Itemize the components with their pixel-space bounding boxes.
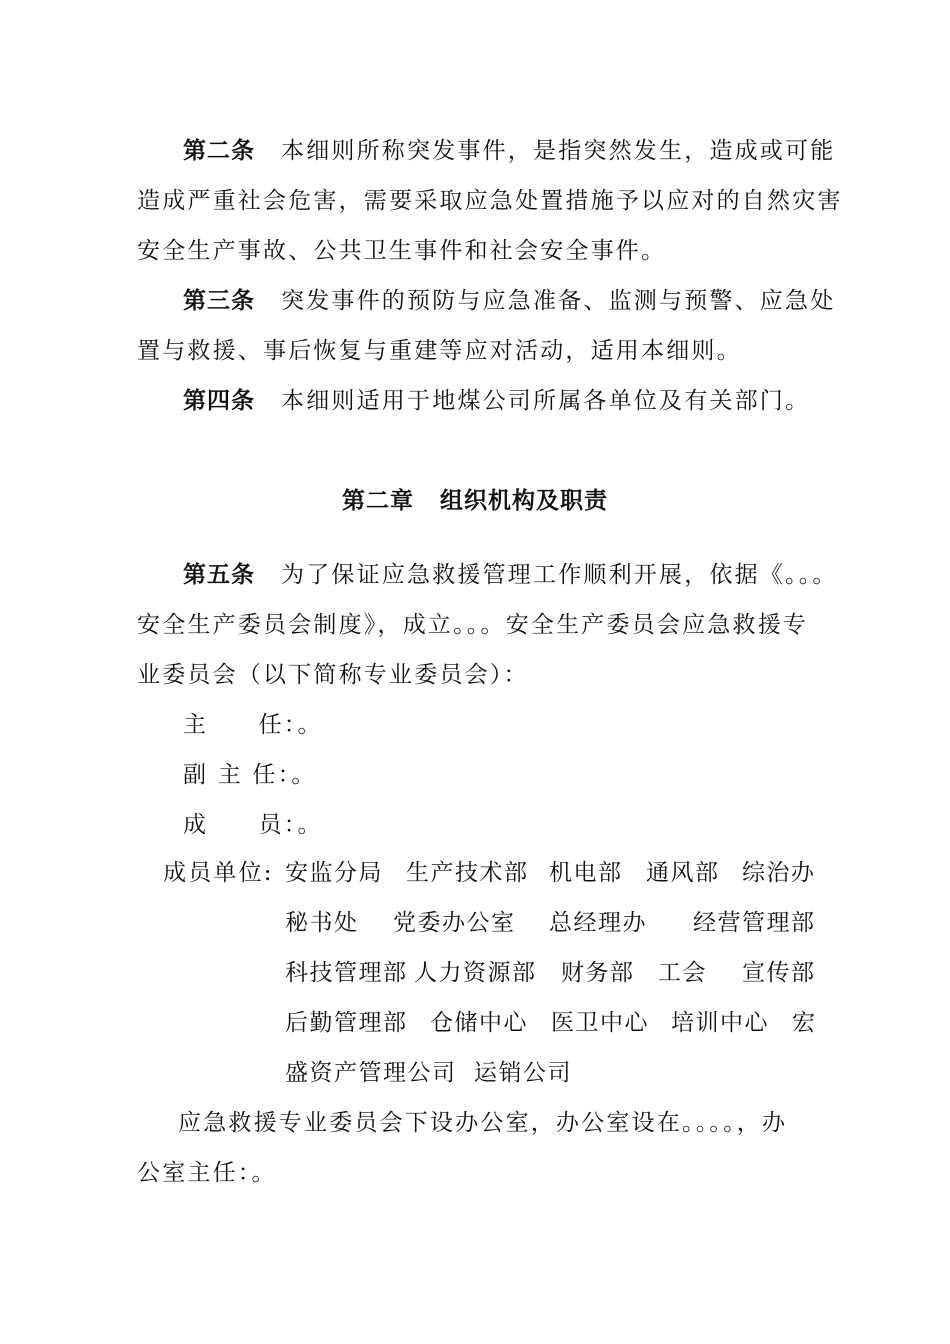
- member-units-row-5: [285, 1058, 825, 1088]
- member-unit: 人力资源部: [414, 960, 537, 986]
- chapter-title: 组织机构及职责: [440, 488, 608, 514]
- article-3-line-1: [183, 286, 835, 316]
- member-unit: 宣传部: [742, 960, 816, 986]
- article-5-line-3: 业委员会（以下简称专业委员会）：: [137, 662, 529, 688]
- member-unit: 培训中心: [671, 1010, 769, 1036]
- member-unit: 总经理办: [549, 910, 647, 936]
- member-unit: 综治办: [742, 860, 816, 886]
- member-unit: 宏: [792, 1010, 817, 1036]
- article-2-label: 第二条: [183, 138, 255, 164]
- office-line-1: 应急救援专业委员会下设办公室，办公室设在。。。。，办: [178, 1110, 788, 1136]
- member-unit: 盛资产管理公司: [285, 1060, 457, 1086]
- member-unit: 科技管理部: [285, 960, 408, 986]
- role-members: 成 员：。: [183, 812, 323, 838]
- member-unit: 生产技术部: [406, 860, 529, 886]
- member-units-row-4: [285, 1008, 825, 1038]
- member-unit: 秘书处: [285, 910, 359, 936]
- member-unit: 通风部: [646, 860, 720, 886]
- article-5-line-2: 安全生产委员会制度》，成立。。。安全生产委员会应急救援专: [137, 612, 809, 638]
- member-unit: 后勤管理部: [285, 1010, 408, 1036]
- member-units-row-2: [285, 908, 825, 938]
- member-unit: 医卫中心: [551, 1010, 649, 1036]
- member-unit: 安监分局: [285, 860, 383, 886]
- article-4-text-1: 本细则适用于地煤公司所属各单位及有关部门。: [281, 388, 811, 414]
- article-2-text-1: 本细则所称突发事件，是指突然发生，造成或可能: [281, 138, 836, 164]
- article-5-label: 第五条: [183, 562, 255, 588]
- article-5-line-1: [183, 560, 838, 590]
- role-director: 主 任：。: [183, 712, 323, 738]
- member-unit: 党委办公室: [393, 910, 516, 936]
- member-unit: 运销公司: [474, 1060, 572, 1086]
- office-line-2: 公室主任：。: [137, 1160, 277, 1186]
- member-units-row-3: [285, 958, 825, 988]
- member-unit: 财务部: [561, 960, 635, 986]
- article-3-text-1: 突发事件的预防与应急准备、监测与预警、应急处: [281, 288, 836, 314]
- member-unit: 工会: [658, 960, 707, 986]
- article-2-line-3: 安全生产事故、公共卫生事件和社会安全事件。: [137, 238, 667, 264]
- article-5-text-1: 为了保证应急救援管理工作顺利开展，依据《。。。: [281, 562, 838, 588]
- article-3-line-2: 置与救援、事后恢复与重建等应对活动，适用本细则。: [137, 338, 742, 364]
- member-unit: 仓储中心: [430, 1010, 528, 1036]
- chapter-number: 第二章: [342, 488, 414, 514]
- chapter-heading: [0, 486, 950, 516]
- role-deputy-director: 副 主 任：。: [183, 762, 317, 788]
- article-3-label: 第三条: [183, 288, 255, 314]
- member-units-row-1: [285, 858, 825, 888]
- role-members-label: 成 员：: [183, 812, 298, 838]
- article-2-line-2: 造成严重社会危害，需要采取应急处置措施予以应对的自然灾害: [137, 188, 843, 214]
- article-4-label: 第四条: [183, 388, 255, 414]
- article-4-line-1: [183, 386, 810, 416]
- member-units-label: 成员单位:: [163, 860, 274, 886]
- article-2-line-1: [183, 136, 835, 166]
- member-unit: 经营管理部: [693, 910, 816, 936]
- member-unit: 机电部: [549, 860, 623, 886]
